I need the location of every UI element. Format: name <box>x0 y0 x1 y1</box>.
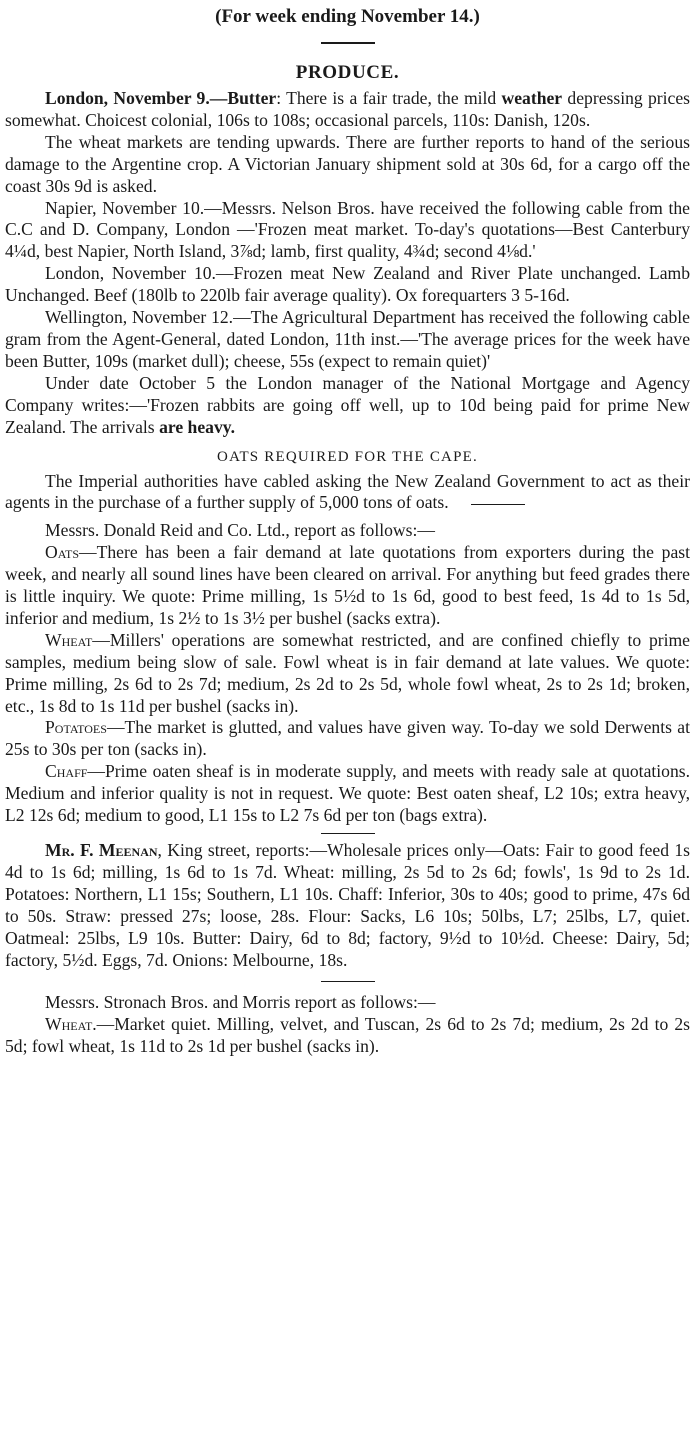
paragraph-meenan <box>5 840 690 971</box>
paragraph-wellington: Wellington, November 12.—The Agricultural Department has received the following cable gram from the Agent-General, dated London, 11th inst.—'The average prices for the week have been Butter, 109s (market dull); cheese, 55s (expect to remain quiet)' <box>5 307 690 371</box>
paragraph-wheat-markets: The wheat markets are tending upwards. There are further reports to hand of the serious damage to the Argentine crop. A Victorian January shipment sold at 30s 6d, for a cargo off the coast 30s 9d is asked. <box>5 131 690 196</box>
paragraph-reid-potatoes <box>5 717 690 761</box>
rabbits-text: Under date October 5 the London manager of the National Mortgage and Agency Company writes:—'Frozen rabbits are going off well, up to 10d being paid for prime New Zealand. The arrivals <box>5 372 690 437</box>
paragraph-london-frozen-meat: London, November 10.—Frozen meat New Zealand and River Plate unchanged. Lamb Unchanged. Beef (180lb to 220lb fair average quality). Ox forequarters 3 5-16d. <box>5 263 690 306</box>
reid-potatoes-label: Potatoes <box>45 717 107 738</box>
meenan-lead: Mr. F. Meenan <box>45 840 158 860</box>
london-butter-lead: London, November 9.—Butter <box>45 88 277 108</box>
paragraph-imperial <box>5 471 690 515</box>
reid-oats-text: —There has been a fair demand at late quotations from exporters during the past week, and nearly all sound lines have been cleared on arrival. For anything but feed grades there is little inquiry. We quote: Prime milling, 1s 5½d to 1s 6d, good to best feed, 1s 4d to 1s 5d, inferior and medium, 1s 2½ to 1s 3½ per bushel (sacks extra). <box>5 542 690 628</box>
london-butter-text: : There is a fair trade, the mild <box>276 88 497 108</box>
stronach-wheat-label: Wheat. <box>45 1014 97 1035</box>
produce-title: PRODUCE. <box>295 62 400 83</box>
reid-chaff-label: Chaff <box>45 761 88 782</box>
paragraph-reid-chaff <box>5 761 690 827</box>
reid-oats-label: Oats <box>45 542 80 563</box>
reid-chaff-text: —Prime oaten sheaf is in moderate supply, and meets with ready sale at quotations. Medium and inferior quality is not in request. We quote: Best oaten sheaf, L2 10s; extra heavy, L2 12s 6d; medium to good, L1 15s to L2 7s 6d per ton (bags extra). <box>5 761 690 826</box>
stronach-wheat-text: —Market quiet. Milling, velvet, and Tuscan, 2s 6d to 2s 7d; medium, 2s 2d to 2s 5d; fowl wheat, 1s 11d to 2s 1d per bushel (sacks in). <box>5 1014 690 1057</box>
paragraph-rabbits <box>5 373 690 439</box>
inline-rule <box>471 504 525 505</box>
paragraph-napier: Napier, November 10.—Messrs. Nelson Bros. have received the following cable from the C.C and D. Company, London —'Frozen meat market. To-day's quotations—Best Canterbury 4¼d, best Napier, North Island, 3⅞d; lamb, first quality, 4¾d; second 4⅛d.' <box>5 197 690 262</box>
london-butter-bold: weather <box>501 88 563 108</box>
paragraph-stronach-wheat <box>5 1014 690 1058</box>
week-heading: (For week ending November 14.) <box>215 6 480 27</box>
meenan-text: , King street, reports:—Wholesale prices only—Oats: Fair to good feed 1s 4d to 1s 6d; milling, 1s 6d to 1s 7d. Wheat: milling, 2s 5d to 2s 6d; fowls', 1s 9d to 2s 1d. Potatoes: Northern, L1 15s; Southern, L1 10s. Chaff: Inferior, 30s to 40s; good to prime, 47s 6d to 50s. Straw: pressed 27s; loose, 28s. Flour: Sacks, L6 10s; 50lbs, L7; 25lbs, L7, quiet. Oatmeal: 25lbs, L9 10s. Butter: Dairy, 6d to 8d; factory, 9½d to 10½d. Cheese: Dairy, 5d; factory, 5½d. Eggs, 7d. Onions: Melbourne, 18s. <box>5 840 690 970</box>
stronach-intro: Messrs. Stronach Bros. and Morris report as follows:— <box>45 992 436 1013</box>
imperial-text: The Imperial authorities have cabled asking the New Zealand Government to act as their agents in the purchase of a further supply of 5,000 tons of oats. <box>5 470 690 513</box>
paragraph-reid-oats <box>5 542 690 630</box>
paragraph-reid-wheat <box>5 630 690 718</box>
reid-potatoes-text: —The market is glutted, and values have given way. To-day we sold Derwents at 25s to 30s per ton (sacks in). <box>5 717 690 760</box>
london-butter-rest: depressing prices somewhat. Choicest colonial, 106s to 108s; occasional parcels, 110s: Danish, 120s. <box>5 88 690 130</box>
reid-intro: Messrs. Donald Reid and Co. Ltd., report as follows:— <box>45 520 435 541</box>
paragraph-london-butter <box>5 88 690 132</box>
oats-cape-title: OATS REQUIRED FOR THE CAPE. <box>217 448 478 465</box>
rabbits-bold: are heavy. <box>159 416 235 437</box>
reid-wheat-text: —Millers' operations are somewhat restricted, and are confined chiefly to prime samples, medium being slow of sale. Fowl wheat is in fair demand at late values. We quote: Prime milling, 2s 6d to 2s 7d; medium, 2s 2d to 2s 5d, whole fowl wheat, 2s to 2s 1d; broken, etc., 1s 8d to 1s 11d per bushel (sacks in). <box>5 629 690 716</box>
divider-rule <box>321 42 375 44</box>
reid-wheat-label: Wheat <box>45 629 93 650</box>
